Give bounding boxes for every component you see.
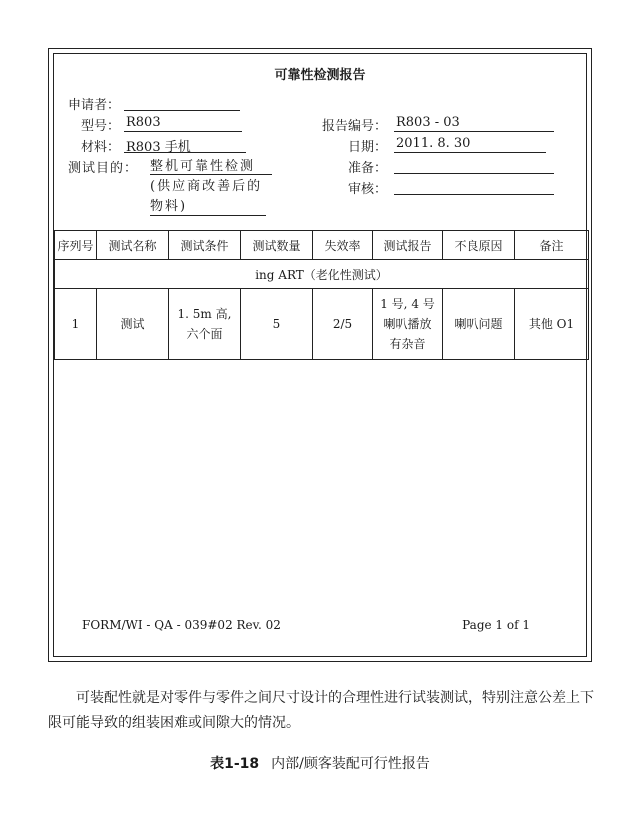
column-header: 序列号 [55, 231, 97, 260]
purpose-label: 测试目的： [68, 161, 139, 176]
column-header: 测试条件 [169, 231, 241, 260]
material-label: 材料： [81, 140, 121, 155]
column-header: 测试数量 [241, 231, 313, 260]
table-section-row [55, 260, 589, 289]
applicant-underline [124, 110, 240, 111]
report-outer-frame [48, 48, 592, 662]
test-table [54, 230, 589, 360]
report-title: 可靠性检测报告 [274, 68, 366, 83]
cell-report [373, 289, 443, 360]
report-no-underline [394, 131, 554, 132]
cell-cause: 喇叭问题 [443, 289, 515, 360]
approver-underline [394, 173, 554, 174]
purpose-line: (供应商改善后的 [150, 179, 263, 194]
cell-line: 1. 5m 高, [177, 307, 232, 321]
cell-line: 六个面 [186, 327, 223, 341]
cell-line: 1 号, 4 号 [380, 297, 435, 311]
caption-text: 内部/顾客装配可行性报告 [271, 756, 430, 772]
table-header-row [55, 231, 589, 260]
cell-seq: 1 [55, 289, 97, 360]
date-underline [394, 152, 546, 153]
model-label: 型号： [81, 119, 121, 134]
cell-line: 喇叭播放 [383, 317, 432, 331]
cell-condition [169, 289, 241, 360]
body-paragraph: 可装配性就是对零件与零件之间尺寸设计的合理性进行试装测试，特别注意公差上下限可能导致的组装困难或间隙大的情况。 [48, 690, 594, 731]
applicant-label: 申请者： [68, 98, 121, 113]
column-header: 测试报告 [373, 231, 443, 260]
model-underline [124, 131, 242, 132]
reviewer-label: 审核： [348, 182, 388, 197]
cell-name: 测试 [97, 289, 169, 360]
date-label: 日期： [348, 140, 388, 155]
cell-quantity: 5 [241, 289, 313, 360]
applicant-field [68, 94, 120, 113]
purpose-line: 整机可靠性检测 [150, 159, 256, 174]
report-form [53, 53, 587, 657]
page-number: Page 1 of 1 [462, 618, 530, 632]
material-value: R803 手机 [126, 140, 191, 155]
column-header: 失效率 [313, 231, 373, 260]
cell-remark: 其他 O1 [515, 289, 589, 360]
table-row [55, 289, 589, 360]
purpose-value [150, 157, 262, 217]
cell-line: 有杂音 [389, 337, 426, 351]
approver-label: 准备： [348, 161, 388, 176]
purpose-line: 物料) [150, 199, 188, 214]
purpose-underline-3 [150, 215, 266, 216]
cell-failure-rate: 2/5 [313, 289, 373, 360]
reviewer-underline [394, 194, 554, 195]
caption-number: 表1-18 [210, 756, 260, 772]
column-header: 不良原因 [443, 231, 515, 260]
section-title: ing ART（老化性测试） [55, 260, 589, 289]
table-caption [0, 753, 640, 773]
model-value: R803 [126, 115, 161, 130]
form-number: FORM/WI - QA - 039#02 Rev. 02 [82, 618, 281, 632]
date-value: 2011. 8. 30 [396, 136, 471, 151]
column-header: 测试名称 [97, 231, 169, 260]
purpose-underline-1 [150, 174, 272, 175]
report-no-value: R803 - 03 [396, 115, 460, 130]
report-no-label: 报告编号： [322, 119, 388, 134]
column-header: 备注 [515, 231, 589, 260]
